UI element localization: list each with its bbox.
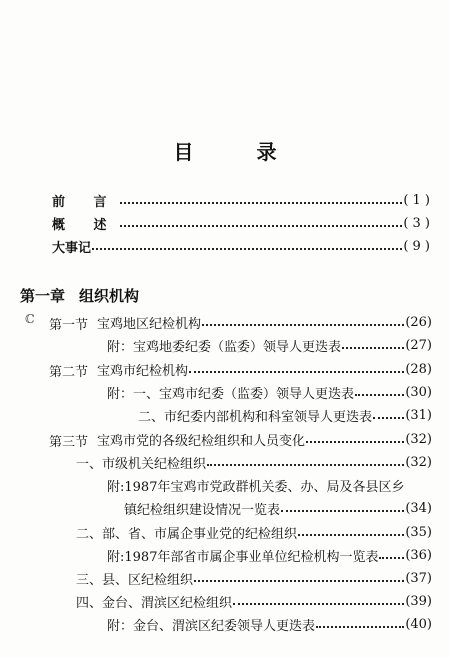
- toc-page-number: (37): [405, 570, 432, 586]
- toc-entry[interactable]: [124, 497, 432, 519]
- toc-entry[interactable]: [138, 404, 432, 426]
- toc-entry[interactable]: [97, 428, 432, 450]
- toc-page-number: (32): [405, 431, 432, 447]
- toc-entry-label: 三、县、区纪检组织: [76, 572, 194, 588]
- dot-leader: [120, 225, 403, 227]
- toc-entry-label: 四、金台、渭滨区纪检组织: [76, 595, 233, 611]
- dot-leader: [189, 371, 404, 373]
- chapter-number: 第一章: [20, 287, 66, 305]
- toc-page-number: (28): [405, 361, 432, 377]
- toc-page-number: ( 3 ): [403, 215, 430, 231]
- dot-leader: [379, 557, 404, 559]
- toc-page-number: (27): [405, 337, 432, 353]
- toc-entry[interactable]: [76, 521, 432, 543]
- toc-entry[interactable]: [107, 334, 432, 356]
- dot-leader: [373, 417, 404, 419]
- toc-entry-label: 宝鸡市纪检机构: [97, 363, 189, 379]
- dot-leader: [194, 580, 404, 582]
- toc-entry-label: 附:1987年部省市属企事业单位纪检机构一览表: [107, 549, 379, 565]
- toc-entry[interactable]: [97, 358, 432, 380]
- toc-entry-label: 二、部、省、市属企事业党的纪检组织: [76, 526, 298, 542]
- toc-page-number: (34): [405, 500, 432, 516]
- toc-entry-label: 二、市纪委内部机构和科室领导人更迭表: [138, 409, 373, 425]
- toc-entry[interactable]: [107, 474, 432, 496]
- toc-entry-label: 附：金台、渭滨区纪委领导人更迭表: [107, 618, 316, 634]
- section-label: 第三节: [49, 435, 89, 450]
- toc-entry-label: 宝鸡市党的各级纪检组织和人员变化: [97, 433, 306, 449]
- page-title: 目 录: [173, 140, 305, 164]
- dot-leader: [202, 324, 404, 326]
- toc-page-number: (39): [405, 593, 432, 609]
- toc-entry[interactable]: [76, 567, 432, 589]
- section-label: 第一节: [49, 318, 89, 333]
- dot-leader: [120, 202, 403, 204]
- toc-entry-overview[interactable]: [52, 212, 430, 234]
- toc-entry-label: 宝鸡地区纪检机构: [97, 316, 202, 332]
- toc-entry[interactable]: [107, 613, 432, 635]
- dot-leader: [233, 603, 404, 605]
- toc-entry-label: 概 述: [52, 217, 119, 233]
- toc-page-number: (35): [405, 524, 432, 540]
- toc-entry[interactable]: [76, 590, 432, 612]
- toc-page-number: (40): [405, 616, 432, 632]
- toc-entry-preface[interactable]: [52, 189, 430, 211]
- dot-leader: [306, 441, 404, 443]
- toc-entry-label: 一、市级机关纪检组织: [76, 456, 207, 472]
- toc-entry-label: 镇纪检组织建设情况一览表: [124, 502, 281, 518]
- toc-entry-label: 附：宝鸡地委纪委（监委）领导人更迭表: [107, 339, 342, 355]
- toc-entry[interactable]: [76, 451, 432, 473]
- toc-page-number: (31): [405, 407, 432, 423]
- toc-page-number: ( 9 ): [403, 238, 430, 254]
- toc-entry-label: 附：一、宝鸡市纪委（监委）领导人更迭表: [107, 386, 355, 402]
- dot-leader: [281, 510, 404, 512]
- toc-entry[interactable]: [107, 381, 432, 403]
- toc-entry-chronicle[interactable]: [52, 235, 430, 257]
- chapter-title: 组织机构: [79, 287, 140, 305]
- dot-leader: [207, 464, 404, 466]
- toc-page-number: (30): [405, 384, 432, 400]
- toc-entry-label: 大事记: [52, 240, 92, 256]
- toc-page-number: (36): [405, 547, 432, 563]
- section-label: 第二节: [49, 365, 89, 380]
- toc-entry[interactable]: [97, 311, 432, 333]
- dot-leader: [355, 394, 404, 396]
- dot-leader: [298, 534, 404, 536]
- toc-page-number: (32): [405, 454, 432, 470]
- dot-leader: [342, 347, 404, 349]
- toc-page-number: (26): [405, 314, 432, 330]
- margin-mark: ℂ: [25, 312, 35, 326]
- chapter-heading[interactable]: [20, 285, 153, 306]
- dot-leader: [92, 248, 402, 250]
- toc-entry[interactable]: [107, 544, 432, 566]
- toc-entry-label: 附:1987年宝鸡市党政群机关委、办、局及各县区乡: [107, 479, 405, 495]
- toc-entry-label: 前 言: [52, 194, 119, 210]
- toc-page-number: ( 1 ): [403, 192, 430, 208]
- dot-leader: [316, 626, 404, 628]
